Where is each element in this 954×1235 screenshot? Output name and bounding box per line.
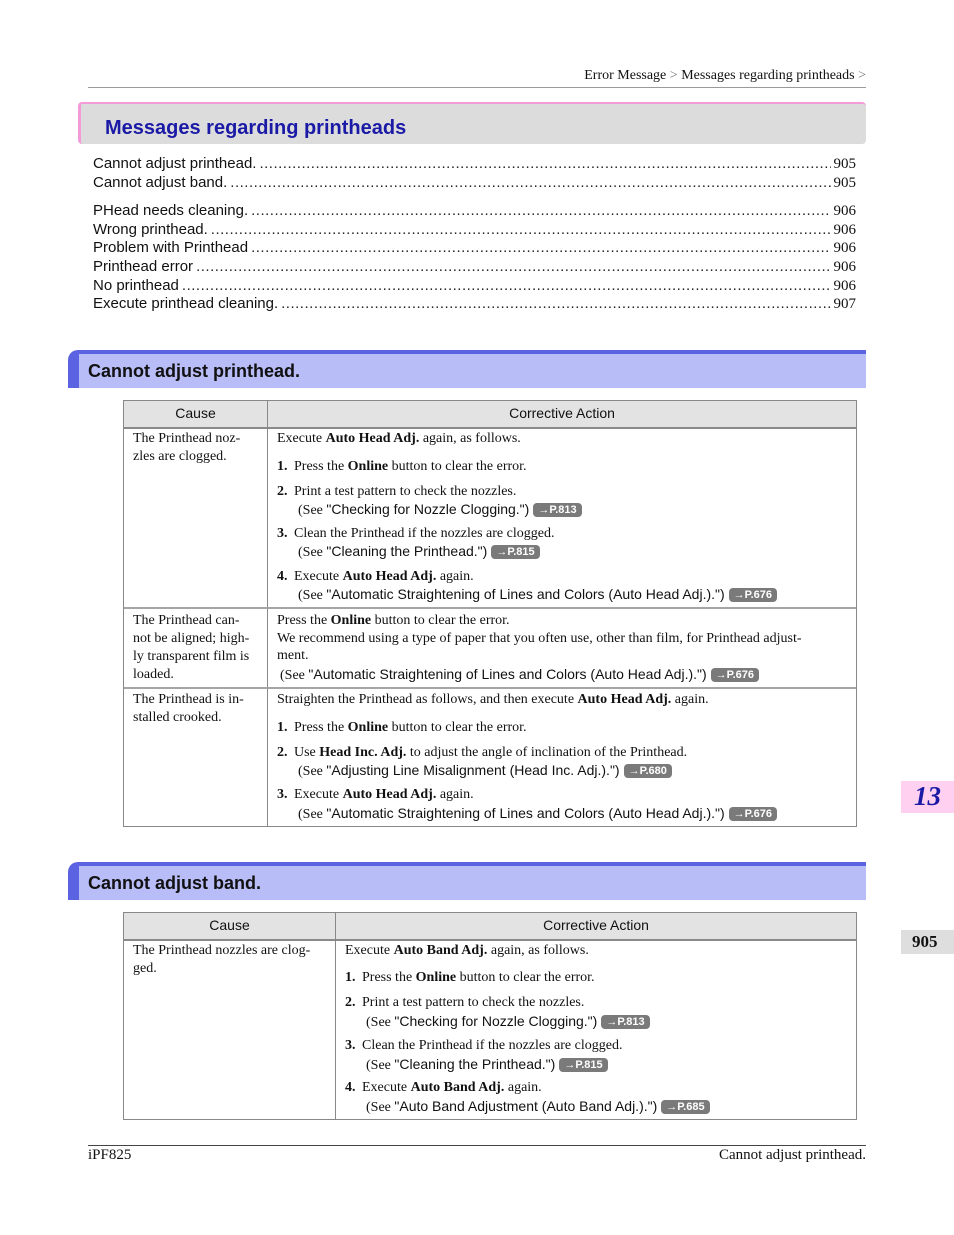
setting-name: Auto Head Adj. (577, 692, 672, 707)
page-link[interactable]: →P.815 (491, 545, 539, 559)
step-number: 2. (345, 995, 356, 1010)
page-link[interactable]: →P.813 (533, 503, 581, 517)
toc-entry-page[interactable]: 906 (833, 221, 856, 238)
toc-leader (182, 277, 831, 294)
text: (See (298, 764, 327, 779)
setting-name: Auto Head Adj. (342, 569, 437, 584)
page-number: 905 (912, 932, 938, 951)
page-link[interactable]: →P.680 (624, 764, 672, 778)
toc-entry[interactable] (93, 258, 856, 277)
toc-entry-title[interactable]: Printhead error (93, 258, 194, 276)
text: Use (294, 745, 320, 760)
toc-entry-page[interactable]: 905 (833, 156, 856, 172)
toc-entry[interactable] (93, 295, 856, 314)
step-1 (277, 458, 527, 476)
page-link[interactable]: →P.813 (601, 1015, 649, 1029)
setting-name: Auto Band Adj. (393, 943, 488, 958)
text: Clean the Printhead if the nozzles are clogged. (294, 526, 555, 541)
text: again. (504, 1080, 542, 1095)
toc-entry-title[interactable]: Problem with Printhead (93, 239, 249, 257)
text: (See (366, 1100, 395, 1115)
table-header (124, 401, 856, 429)
step-1 (277, 719, 527, 737)
text: Press the (294, 459, 348, 474)
toc-entry-title[interactable]: Execute printhead cleaning. (93, 295, 279, 313)
breadcrumb-item-messages-regarding-printheads[interactable]: Messages regarding printheads (681, 68, 855, 83)
chapter-number: 13 (914, 781, 941, 811)
footer-model: iPF825 (88, 1147, 132, 1163)
step-number: 4. (345, 1080, 356, 1095)
toc-entry-page[interactable]: 906 (833, 277, 856, 294)
row-divider (124, 687, 856, 689)
text: Print a test pattern to check the nozzles. (294, 484, 517, 499)
toc-entry[interactable] (93, 174, 856, 193)
text: Straighten the Printhead as follows, and then execute (277, 692, 578, 707)
step-number: 3. (277, 787, 288, 802)
toc-leader (281, 295, 830, 312)
step-number: 3. (277, 526, 288, 541)
text: (See (366, 1015, 395, 1030)
action-line (277, 612, 849, 630)
text: Print a test pattern to check the nozzles. (362, 995, 585, 1010)
step-3 (277, 786, 474, 804)
cause-line: not be aligned; high- (133, 631, 250, 646)
text: to adjust the angle of inclination of the Printhead. (406, 745, 688, 760)
cause-cell (133, 691, 244, 727)
toc-entry-page[interactable]: 905 (833, 174, 856, 191)
section-title-cannot-adjust-printhead: Cannot adjust printhead. (88, 361, 301, 381)
toc-leader (251, 202, 830, 219)
see-reference (366, 1098, 710, 1116)
breadcrumb-separator: > (669, 68, 678, 83)
text: (See (298, 807, 327, 822)
see-reference (298, 501, 582, 519)
button-name: Online (347, 459, 389, 474)
page-link[interactable]: →P.676 (729, 807, 777, 821)
cause-line: The Printhead nozzles are clog- (133, 943, 311, 958)
step-3 (345, 1037, 622, 1055)
reference-title[interactable]: "Checking for Nozzle Clogging.") (394, 1013, 598, 1029)
toc-entry-page[interactable]: 906 (833, 203, 856, 219)
see-reference (298, 805, 777, 823)
column-divider (267, 401, 268, 826)
see-reference (298, 586, 777, 604)
step-number: 1. (277, 459, 288, 474)
cause-line: ly transparent film is (133, 649, 250, 664)
text: Execute (345, 943, 394, 958)
toc-entry-title[interactable]: Cannot adjust band. (93, 173, 228, 191)
setting-name: Head Inc. Adj. (319, 745, 407, 760)
setting-name: Auto Head Adj. (325, 431, 420, 446)
see-reference (366, 1013, 650, 1031)
step-4 (277, 568, 474, 586)
step-2 (277, 744, 687, 762)
text: (See (298, 503, 327, 518)
breadcrumb-separator: > (858, 68, 866, 83)
text: (See (280, 668, 309, 683)
button-name: Online (347, 720, 389, 735)
toc-entry[interactable] (93, 277, 856, 296)
reference-title[interactable]: "Checking for Nozzle Clogging.") (326, 501, 530, 517)
column-header-cause: Cause (209, 917, 250, 933)
page-link[interactable]: →P.815 (559, 1058, 607, 1072)
cause-line: The Printhead can- (133, 613, 240, 628)
toc-entry[interactable] (93, 155, 856, 174)
toc-entry-page[interactable]: 906 (833, 240, 856, 257)
see-reference (298, 543, 540, 561)
action-line: ment. (277, 648, 309, 663)
footer-section-title: Cannot adjust printhead. (718, 1147, 866, 1163)
text: (See (366, 1058, 395, 1073)
text: Clean the Printhead if the nozzles are clogged. (362, 1038, 623, 1053)
text: Execute (294, 569, 343, 584)
reference-title[interactable]: "Automatic Straightening of Lines and Colors (Auto Head Adj.).") (308, 666, 707, 682)
page-link[interactable]: →P.676 (711, 668, 759, 682)
row-divider (124, 607, 856, 609)
text: Press the (362, 970, 416, 985)
toc-leader (230, 174, 830, 191)
toc-group-1 (93, 155, 856, 192)
toc-entry[interactable] (93, 239, 856, 258)
cause-cell (133, 430, 240, 466)
main-title-band (78, 102, 866, 144)
action-intro (277, 430, 521, 448)
action-intro (345, 942, 589, 960)
step-number: 2. (277, 745, 288, 760)
toc-leader (251, 239, 830, 256)
step-number: 1. (345, 970, 356, 985)
toc-entry-title[interactable]: Cannot adjust printhead. (93, 155, 257, 172)
page-number-tab (901, 930, 954, 954)
section-heading-band (68, 862, 866, 900)
text: button to clear the error. (371, 613, 510, 628)
setting-name: Auto Band Adj. (410, 1080, 505, 1095)
toc-group-2 (93, 202, 856, 314)
table-header (124, 913, 856, 941)
reference-title[interactable]: "Automatic Straightening of Lines and Colors (Auto Head Adj.).") (326, 586, 725, 602)
page-link[interactable]: →P.676 (729, 588, 777, 602)
toc-entry[interactable] (93, 202, 856, 221)
footer-divider (88, 1145, 866, 1146)
toc-entry[interactable] (93, 221, 856, 240)
text: Execute (294, 787, 343, 802)
column-header-cause: Cause (175, 405, 216, 421)
button-name: Online (415, 970, 457, 985)
text: again, as follows. (487, 943, 589, 958)
reference-title[interactable]: "Cleaning the Printhead.") (326, 543, 488, 559)
page-link[interactable]: →P.685 (661, 1100, 709, 1114)
text: (See (298, 588, 327, 603)
reference-title[interactable]: "Auto Band Adjustment (Auto Band Adj.).") (394, 1098, 658, 1114)
action-text (277, 612, 849, 665)
text: button to clear the error. (388, 459, 527, 474)
text: button to clear the error. (388, 720, 527, 735)
text: Press the (294, 720, 348, 735)
see-reference (366, 1056, 608, 1074)
step-number: 3. (345, 1038, 356, 1053)
cause-cell (133, 612, 249, 684)
see-reference (298, 762, 672, 780)
breadcrumb (584, 68, 866, 84)
toc-leader (196, 258, 830, 275)
section-title-cannot-adjust-band: Cannot adjust band. (88, 873, 261, 893)
error-table-printhead (123, 400, 857, 827)
toc-entry-title[interactable]: Wrong printhead. (93, 220, 208, 238)
step-2 (345, 994, 584, 1012)
column-header-corrective-action: Corrective Action (543, 917, 649, 933)
text: again, as follows. (419, 431, 521, 446)
column-divider (335, 913, 336, 1119)
step-number: 1. (277, 720, 288, 735)
text: again. (671, 692, 709, 707)
step-number: 4. (277, 569, 288, 584)
reference-title[interactable]: "Adjusting Line Misalignment (Head Inc. Adj.).") (326, 762, 620, 778)
button-name: Online (330, 613, 372, 628)
page-header (88, 66, 866, 88)
cause-line: ged. (133, 961, 157, 976)
cause-line: zles are clogged. (133, 449, 227, 464)
step-3 (277, 525, 554, 543)
breadcrumb-item-error-message[interactable]: Error Message (584, 68, 667, 83)
toc-leader (259, 155, 830, 172)
text: button to clear the error. (456, 970, 595, 985)
text: (See (298, 545, 327, 560)
text: again. (436, 569, 474, 584)
text: again. (436, 787, 474, 802)
page-title: Messages regarding printheads (105, 117, 407, 139)
action-line: We recommend using a type of paper that you often use, other than film, for Printhead adjust- (277, 630, 802, 646)
setting-name: Auto Head Adj. (342, 787, 437, 802)
toc-entry-title[interactable]: No printhead (93, 276, 179, 294)
toc-entry-title[interactable]: PHead needs cleaning. (93, 202, 249, 219)
reference-title[interactable]: "Automatic Straightening of Lines and Colors (Auto Head Adj.).") (326, 805, 725, 821)
text: Execute (362, 1080, 411, 1095)
chapter-tab[interactable] (901, 781, 954, 813)
step-4 (345, 1079, 542, 1097)
toc-leader (211, 221, 831, 238)
cause-line: loaded. (133, 667, 174, 682)
text: Execute (277, 431, 326, 446)
cause-line: stalled crooked. (133, 710, 222, 725)
cause-cell (133, 942, 310, 978)
toc-entry-page[interactable]: 906 (833, 259, 856, 276)
error-table-band (123, 912, 857, 1120)
column-header-corrective-action: Corrective Action (509, 405, 615, 421)
step-2 (277, 483, 516, 501)
cause-line: The Printhead noz- (133, 431, 241, 446)
step-1 (345, 969, 595, 987)
action-intro (277, 691, 709, 709)
cause-line: The Printhead is in- (133, 692, 244, 707)
step-number: 2. (277, 484, 288, 499)
section-heading-band (68, 350, 866, 388)
reference-title[interactable]: "Cleaning the Printhead.") (394, 1056, 556, 1072)
toc-entry-page[interactable]: 907 (833, 296, 856, 313)
text: Press the (277, 613, 331, 628)
see-reference (280, 666, 759, 684)
